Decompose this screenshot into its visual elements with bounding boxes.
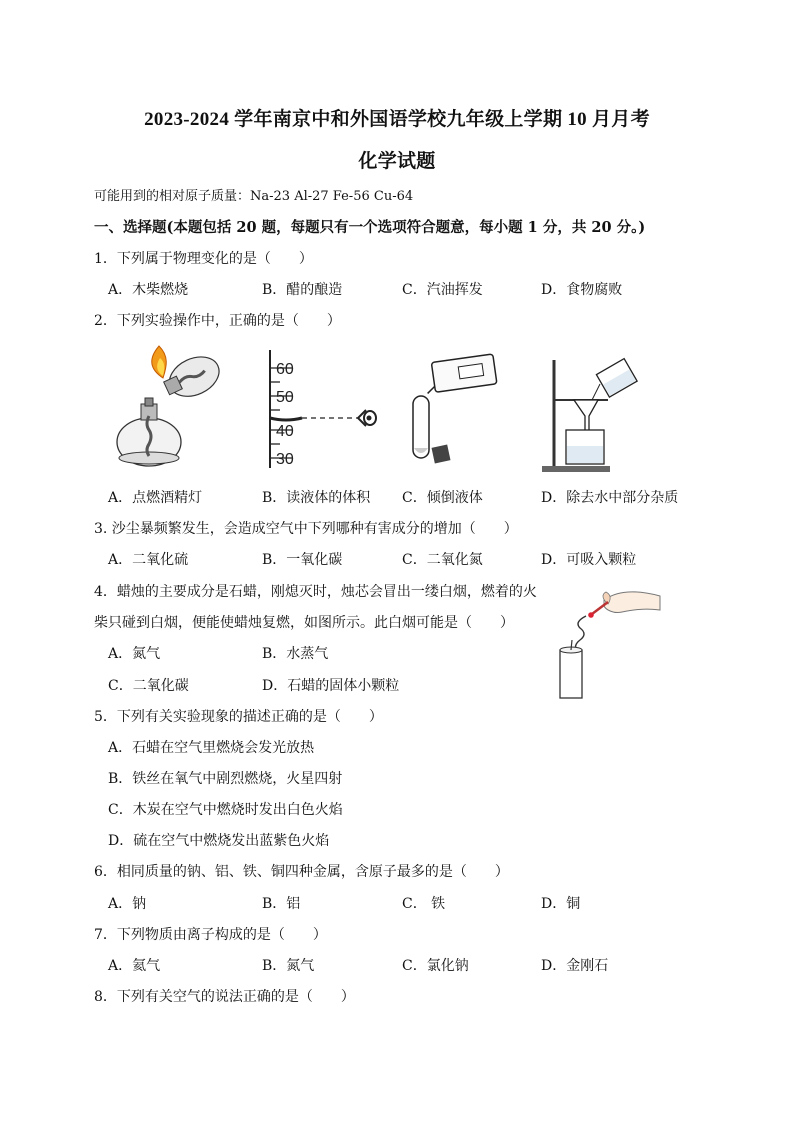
q5-option-b: B．铁丝在氧气中剧烈燃烧，火星四射	[108, 771, 343, 787]
q2-option-d: D．除去水中部分杂质	[541, 490, 679, 506]
q1-option-c: C．汽油挥发	[402, 282, 483, 298]
section-header: 一、选择题(本题包括 20 题，每题只有一个选项符合题意，每小题 1 分，共 20 分。)	[94, 219, 646, 236]
q7-option-c: C．氯化钠	[402, 958, 469, 974]
question-3-stem: 3. 沙尘暴频繁发生，会造成空气中下列哪种有害成分的增加（ ）	[94, 521, 518, 537]
question-2-stem: 2．下列实验操作中，正确的是（ ）	[94, 313, 341, 329]
q2-option-b: B．读液体的体积	[262, 490, 371, 506]
question-8-stem: 8．下列有关空气的说法正确的是（ ）	[94, 989, 355, 1005]
pouring-liquid-figure	[405, 352, 500, 470]
q3-option-a: A．二氧化硫	[108, 552, 189, 568]
candle-match-figure	[548, 580, 666, 702]
q4-option-d: D．石蜡的固体小颗粒	[262, 678, 400, 694]
q6-option-b: B．铝	[262, 896, 301, 912]
q5-option-a: A．石蜡在空气里燃烧会发光放热	[108, 740, 315, 756]
q7-option-b: B．氮气	[262, 958, 315, 974]
question-1-stem: 1．下列属于物理变化的是（ ）	[94, 251, 313, 267]
graduated-cylinder-figure	[262, 348, 386, 472]
q7-option-a: A．氦气	[108, 958, 161, 974]
q1-option-b: B．醋的酿造	[262, 282, 343, 298]
q6-option-c: C． 铁	[402, 896, 446, 912]
exam-subtitle: 化学试题	[358, 151, 436, 172]
question-5-stem: 5．下列有关实验现象的描述正确的是（ ）	[94, 709, 383, 725]
q1-option-d: D．食物腐败	[541, 282, 623, 298]
question-4-stem-line-2: 柴只碰到白烟，便能使蜡烛复燃，如图所示。此白烟可能是（ ）	[94, 615, 514, 631]
question-6-stem: 6．相同质量的钠、铝、铁、铜四种金属，含原子最多的是（ ）	[94, 864, 509, 880]
q1-option-a: A．木柴燃烧	[108, 282, 189, 298]
tick-label-40: 40	[276, 423, 294, 440]
q3-option-d: D．可吸入颗粒	[541, 552, 637, 568]
q4-option-a: A．氮气	[108, 646, 161, 662]
q6-option-d: D．铜	[541, 896, 581, 912]
q7-option-d: D．金刚石	[541, 958, 609, 974]
atomic-masses: 可能用到的相对原子质量：Na-23 Al-27 Fe-56 Cu-64	[94, 189, 414, 204]
tick-label-50: 50	[276, 389, 294, 406]
q2-option-c: C．倾倒液体	[402, 490, 483, 506]
tick-label-30: 30	[276, 451, 294, 468]
q4-option-b: B．水蒸气	[262, 646, 329, 662]
q3-option-b: B．一氧化碳	[262, 552, 343, 568]
question-4-stem-line-1: 4．蜡烛的主要成分是石蜡，刚熄灭时，烛芯会冒出一缕白烟，燃着的火	[94, 584, 537, 600]
q5-option-c: C．木炭在空气中燃烧时发出白色火焰	[108, 802, 343, 818]
q4-option-c: C．二氧化碳	[108, 678, 189, 694]
q2-option-a: A．点燃酒精灯	[108, 490, 203, 506]
q5-option-d: D．硫在空气中燃烧发出蓝紫色火焰	[108, 833, 330, 849]
exam-title: 2023-2024 学年南京中和外国语学校九年级上学期 10 月月考	[144, 109, 650, 130]
q3-option-c: C．二氧化氮	[402, 552, 483, 568]
q6-option-a: A．钠	[108, 896, 147, 912]
tick-label-60: 60	[276, 361, 294, 378]
filtration-figure	[540, 356, 644, 474]
alcohol-lamp-figure	[107, 340, 227, 472]
question-7-stem: 7．下列物质由离子构成的是（ ）	[94, 927, 327, 943]
